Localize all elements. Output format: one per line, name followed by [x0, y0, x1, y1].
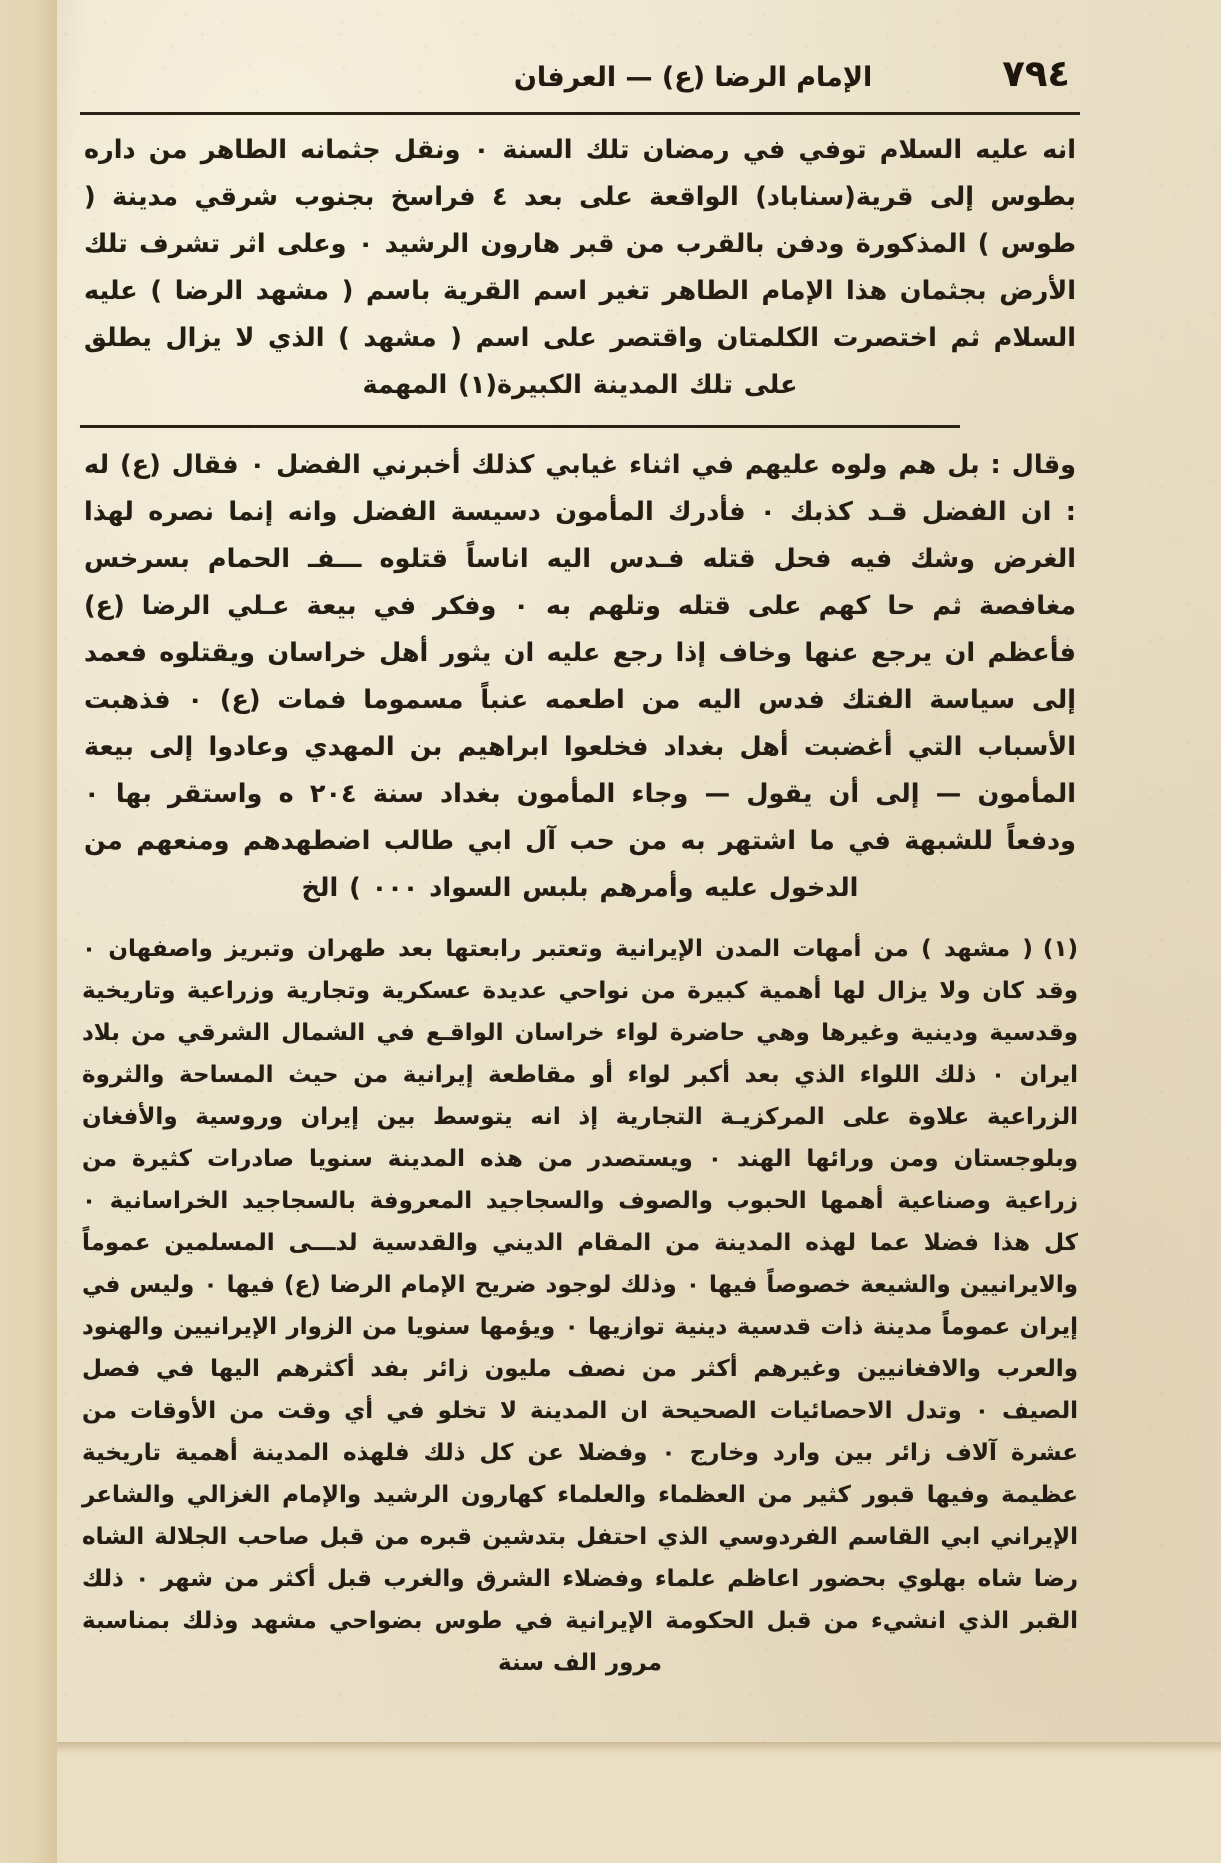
footnote-paragraph	[82, 928, 1078, 1684]
page-content	[80, 52, 1080, 1684]
binding-margin-strip	[0, 0, 57, 1863]
header-divider-rule	[80, 112, 1080, 115]
page-number: ٧٩٤	[1002, 52, 1070, 95]
running-head	[80, 52, 1080, 110]
page-bottom-edge	[56, 1742, 1221, 1754]
opening-paragraph: انه عليه السلام توفي في رمضان تلك السنة ٠ ونقل جثمانه الطاهر من داره بطوس إلى قرية(سناباد) الواقعة على بعد ٤ فراسخ بجنوب شرقي مدينة ( طوس ) المذكورة ودفن بالقرب من قبر هارون الرشيد ٠ وعلى اثر تشرف تلك الأرض بجثمان هذا الإمام الطاهر تغير اسم القرية باسم ( مشهد الرضا ) عليه السلام ثم اختصرت الكلمتان واقتصر على اسم ( مشهد ) الذي لا يزال يطلق على تلك المدينة الكبيرة(١) المهمة	[84, 135, 1077, 400]
quotation-paragraph: وقال : بل هم ولوه عليهم في اثناء غيابي كذلك أخبرني الفضل ٠ فقال (ع) له : ان الفضل قـد كذبك ٠ فأدرك المأمون دسيسة الفضل وانه إنما نصره لهذا الغرض وشك فيه فحل قتله فـدس اليه اناساً قتلوه ـــفـ الحمام بسرخس مغافصة ثم حا كهم على قتله وتلهم به ٠ وفكر في بيعة عـلي الرضا (ع) فأعظم ان يرجع عنها وخاف إذا رجع عليه ان يثور أهل خراسان ويقتلوه فعمد إلى سياسة الفتك فدس اليه من اطعمه عنباً مسموما فمات (ع) ٠ فذهبت الأسباب التي أغضبت أهل بغداد فخلعوا ابراهيم بن المهدي وعادوا إلى بيعة المأمون — إلى أن يقول — وجاء المأمون بغداد سنة ٢٠٤ ه واستقر بها ٠ ودفعاً للشبهة في ما اشتهر به من حب آل ابي طالب اضطهدهم ومنعهم من الدخول عليه وأمرهم بلبس السواد ٠٠٠ ) الخ	[84, 450, 1077, 903]
footnote-marker: (١)	[1042, 936, 1078, 962]
running-head-title: الإمام الرضا (ع) — العرفان	[513, 62, 873, 93]
section-divider-rule	[80, 425, 960, 428]
footnote-text: ( مشهد ) من أمهات المدن الإيرانية وتعتبر رابعتها بعد طهران وتبريز واصفهان ٠ وقد كان ولا يزال لها أهمية كبيرة من نواحي عديدة عسكرية وتجارية وزراعية وتاريخية وقدسية ودينية وغيرها وهي حاضرة لواء خراسان الواقـع في الشمال الشرقي من بلاد ايران ٠ ذلك اللواء الذي بعد أكبر لواء أو مقاطعة إيرانية من حيث المساحة والثروة الزراعية علاوة على المركزيـة التجارية إذ انه يتوسط بين إيران وروسية والأفغان وبلوجستان ومن ورائها الهند ٠ ويستصدر من هذه المدينة سنويا صادرات كثيرة من زراعية وصناعية أهمها الحبوب والصوف والسجاجيد المعروفة بالسجاجيد الخراسانية ٠ كل هذا فضلا عما لهذه المدينة من المقام الديني والقدسية لدـــى المسلمين عموماً والايرانيين والشيعة خصوصاً فيها ٠ وذلك لوجود ضريح الإمام الرضا (ع) فيها ٠ وليس في إيران عموماً مدينة ذات قدسية دينية توازيها ٠ ويؤمها سنويا من الزوار الإيرانيين والهنود والعرب والافغانيين وغيرهم أكثر من نصف مليون زائر بفد أكثرهم اليها في فصل الصيف ٠ وتدل الاحصائيات الصحيحة ان المدينة لا تخلو في أي وقت من الأوقات من عشرة آلاف زائر بين وارد وخارج ٠ وفضلا عن كل ذلك فلهذه المدينة أهمية تاريخية عظيمة وفيها قبور كثير من العظماء والعلماء كهارون الرشيد والإمام الغزالي والشاعر الإيراني ابي القاسم الفردوسي الذي احتفل بتدشين قبره من قبل صاحب الجلالة الشاه رضا شاه بهلوي بحضور اعاظم علماء وفضلاء الشرق والغرب قبل أكثر من شهر ٠ ذلك القبر الذي انشيء من قبل الحكومة الإيرانية في طوس بضواحي مشهد وذلك بمناسبة مرور الف سنة	[82, 936, 1079, 1676]
